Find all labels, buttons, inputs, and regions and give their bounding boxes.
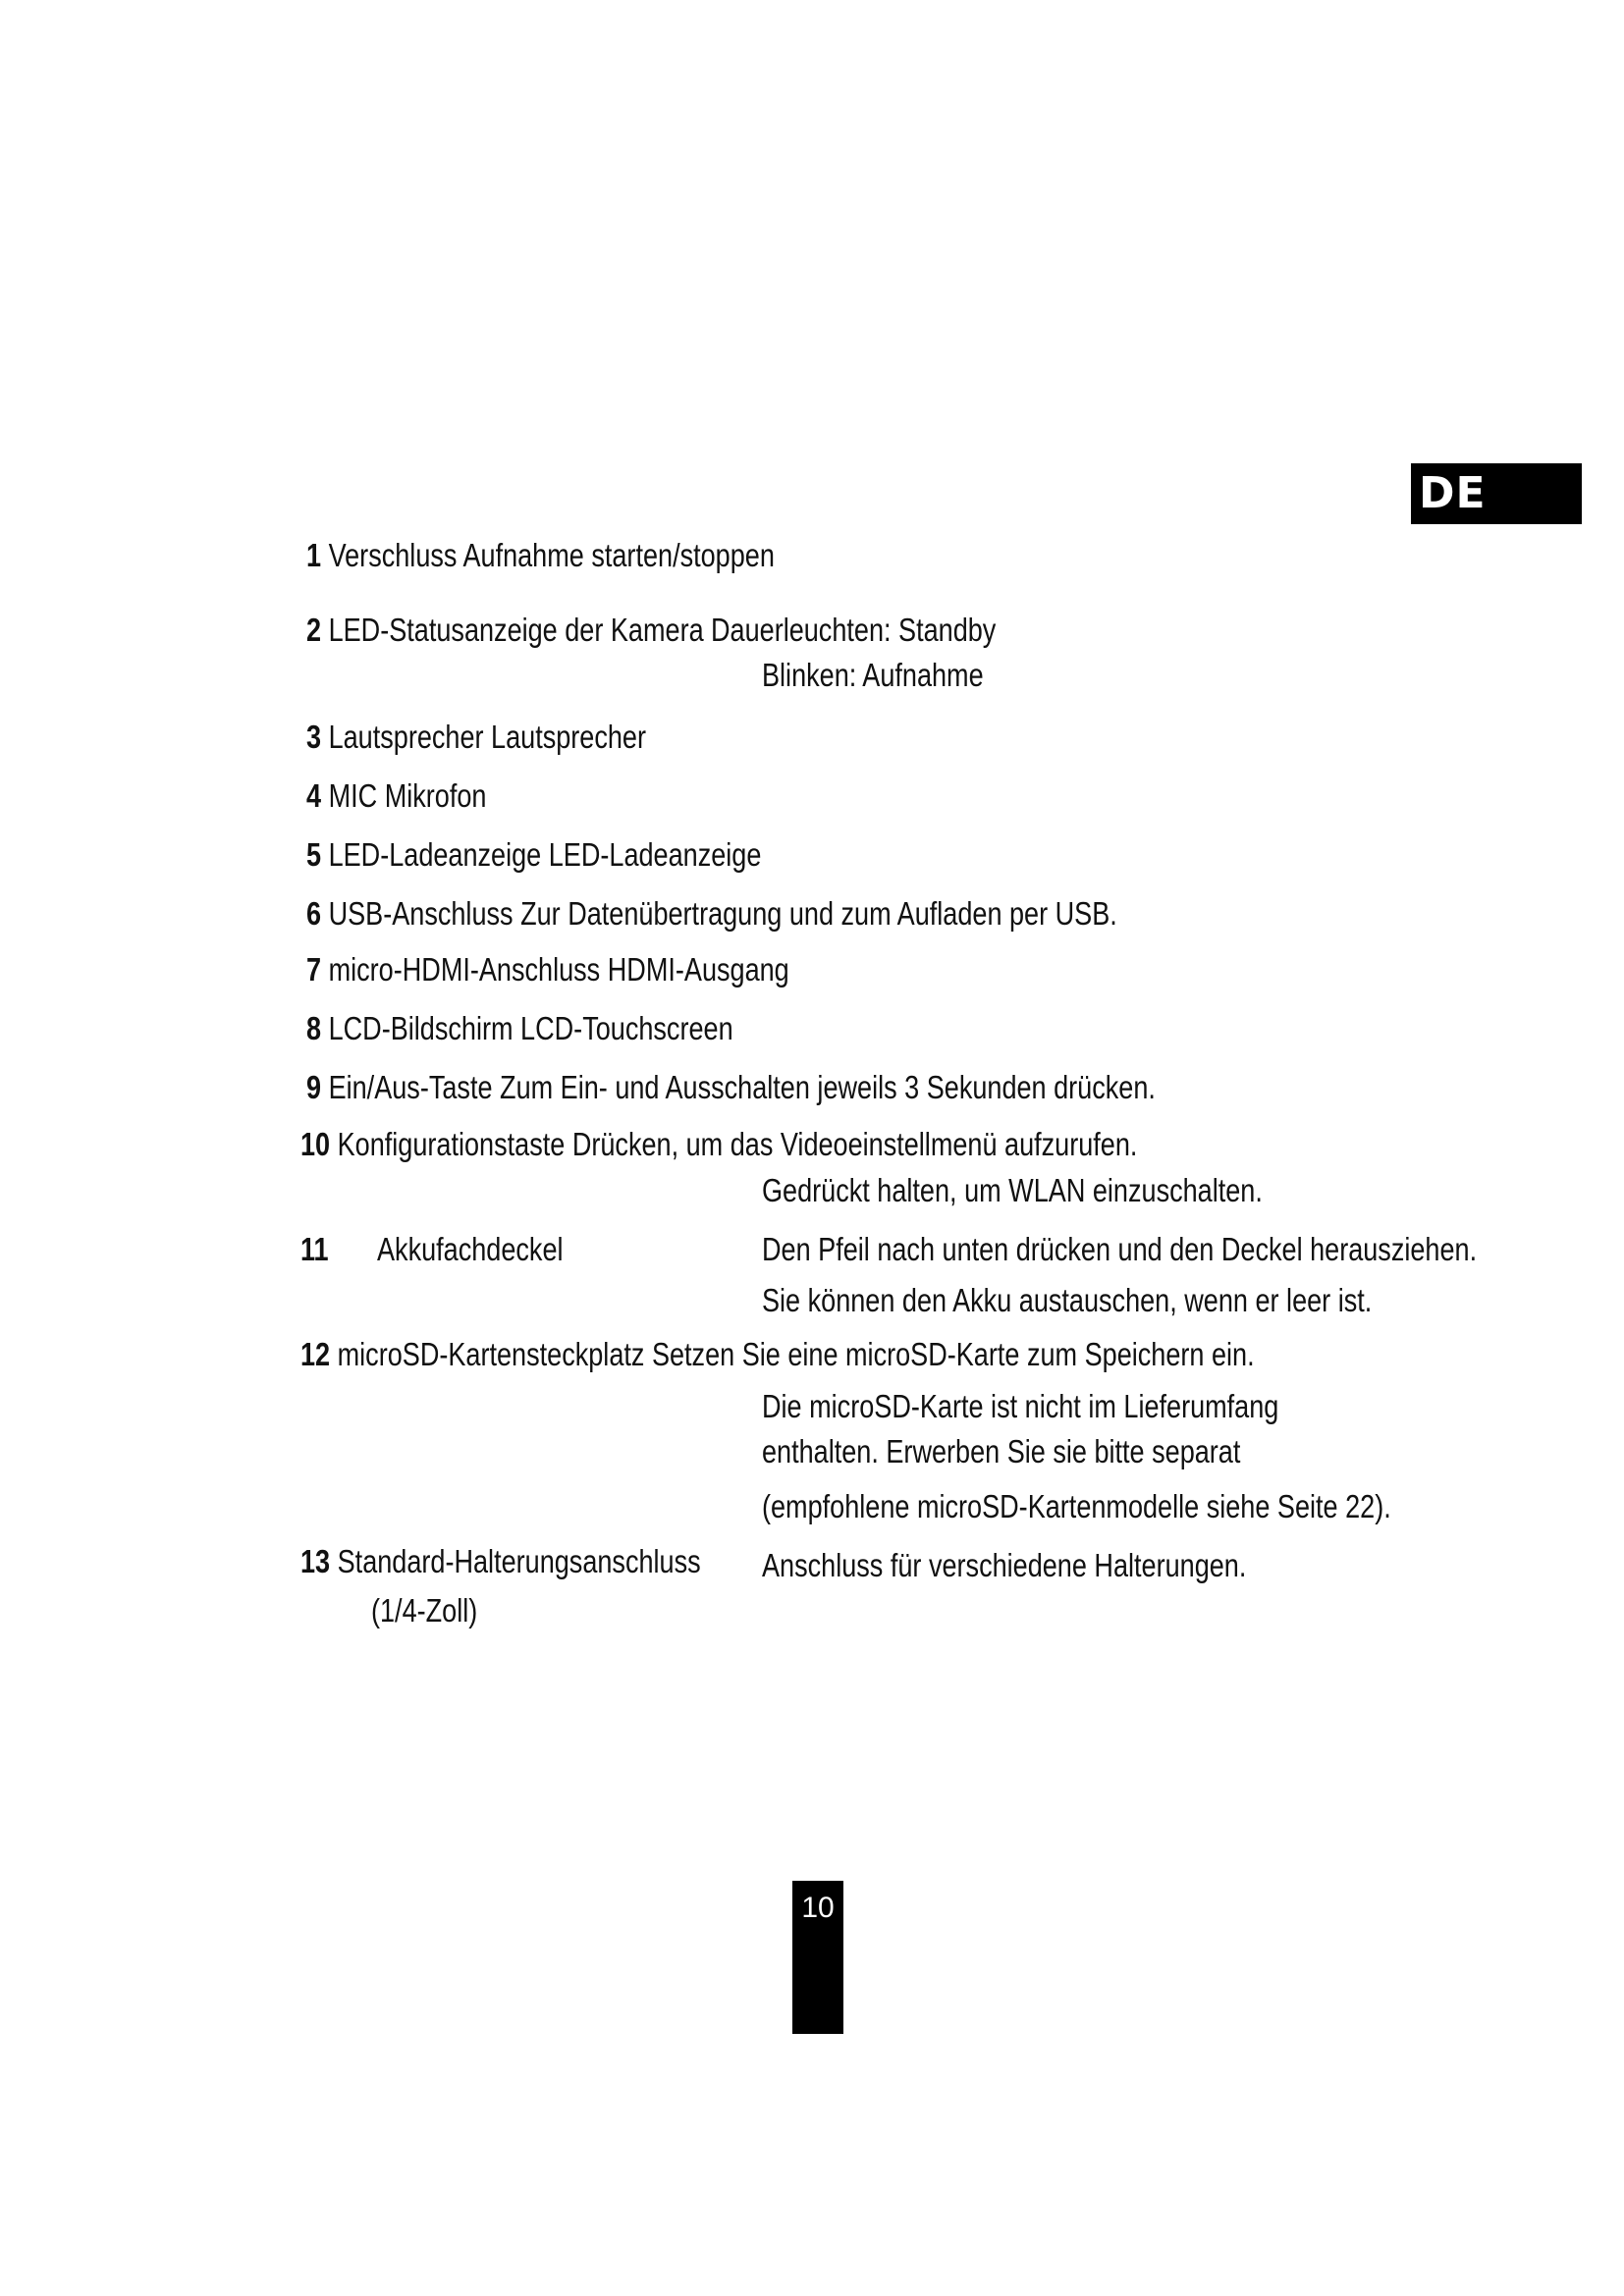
- list-item: [300, 1539, 701, 1584]
- item-description: Gedrückt halten, um WLAN einzuschalten.: [762, 1172, 1263, 1208]
- item-description: Setzen Sie eine microSD-Karte zum Speichern ein.: [651, 1336, 1255, 1372]
- item-label: LED-Ladeanzeige: [328, 836, 542, 873]
- item-number: 2: [306, 612, 322, 648]
- item-label: Ein/Aus-Taste: [328, 1069, 493, 1105]
- item-label: MIC: [328, 777, 378, 814]
- list-item: [306, 891, 1117, 936]
- item-description: Mikrofon: [384, 777, 487, 814]
- page-number: 10: [801, 1892, 835, 1924]
- item-label: USB-Anschluss: [328, 895, 514, 932]
- item-label: micro-HDMI-Anschluss: [328, 951, 601, 988]
- item-description: LED-Ladeanzeige: [548, 836, 762, 873]
- list-item: [306, 947, 789, 992]
- item-description: Sie können den Akku austauschen, wenn er leer ist.: [762, 1282, 1373, 1318]
- item-description: LCD-Touchscreen: [520, 1010, 733, 1046]
- item-number: 11: [300, 1231, 329, 1267]
- item-number: 5: [306, 836, 322, 873]
- item-number: 10: [300, 1126, 331, 1162]
- item-description: Zum Ein- und Ausschalten jeweils 3 Sekunden drücken.: [500, 1069, 1156, 1105]
- item-label: Konfigurationstaste: [337, 1126, 566, 1162]
- language-tab: DE: [1411, 463, 1582, 524]
- item-description: Zur Datenübertragung und zum Aufladen per USB.: [520, 895, 1117, 932]
- item-number: 4: [306, 777, 322, 814]
- item-description: Dauerleuchten: Standby: [711, 612, 997, 648]
- item-description: HDMI-Ausgang: [607, 951, 789, 988]
- item-description: Die microSD-Karte ist nicht im Lieferumfang: [762, 1388, 1279, 1424]
- item-description: Anschluss für verschiedene Halterungen.: [762, 1547, 1247, 1583]
- item-number: 6: [306, 895, 322, 932]
- item-label-continued: (1/4-Zoll): [371, 1592, 478, 1629]
- item-label: Akkufachdeckel: [377, 1231, 564, 1267]
- item-number: 12: [300, 1336, 331, 1372]
- list-item: [306, 608, 704, 653]
- list-item: [306, 1006, 733, 1051]
- item-label: Standard-Halterungsanschluss: [337, 1543, 701, 1579]
- item-description: enthalten. Erwerben Sie sie bitte separat: [762, 1433, 1241, 1469]
- item-number: 13: [300, 1543, 331, 1579]
- item-description: Drücken, um das Videoeinstellmenü aufzurufen.: [571, 1126, 1138, 1162]
- item-number: 1: [306, 537, 322, 573]
- list-item: [300, 1332, 1255, 1377]
- item-number: 8: [306, 1010, 322, 1046]
- item-number: 9: [306, 1069, 322, 1105]
- list-item: [300, 1122, 1137, 1167]
- item-description: Den Pfeil nach unten drücken und den Deckel herausziehen.: [762, 1231, 1478, 1267]
- item-number: 3: [306, 719, 322, 755]
- item-label: Lautsprecher: [328, 719, 484, 755]
- item-label: LCD-Bildschirm: [328, 1010, 514, 1046]
- page-number-box: [792, 1881, 843, 2034]
- list-item: [300, 1227, 329, 1272]
- list-item: [306, 715, 646, 760]
- item-description: Blinken: Aufnahme: [762, 657, 984, 693]
- item-number: 7: [306, 951, 322, 988]
- item-label: LED-Statusanzeige der Kamera: [328, 612, 704, 648]
- list-item: [306, 774, 486, 819]
- list-item: [306, 533, 775, 578]
- item-label: Verschluss: [328, 537, 458, 573]
- list-item: [306, 832, 761, 878]
- item-description: (empfohlene microSD-Kartenmodelle siehe Seite 22).: [762, 1488, 1391, 1524]
- item-label: microSD-Kartensteckplatz: [337, 1336, 645, 1372]
- item-description: Aufnahme starten/stoppen: [462, 537, 775, 573]
- item-description: Lautsprecher: [491, 719, 647, 755]
- list-item: [306, 1065, 1156, 1110]
